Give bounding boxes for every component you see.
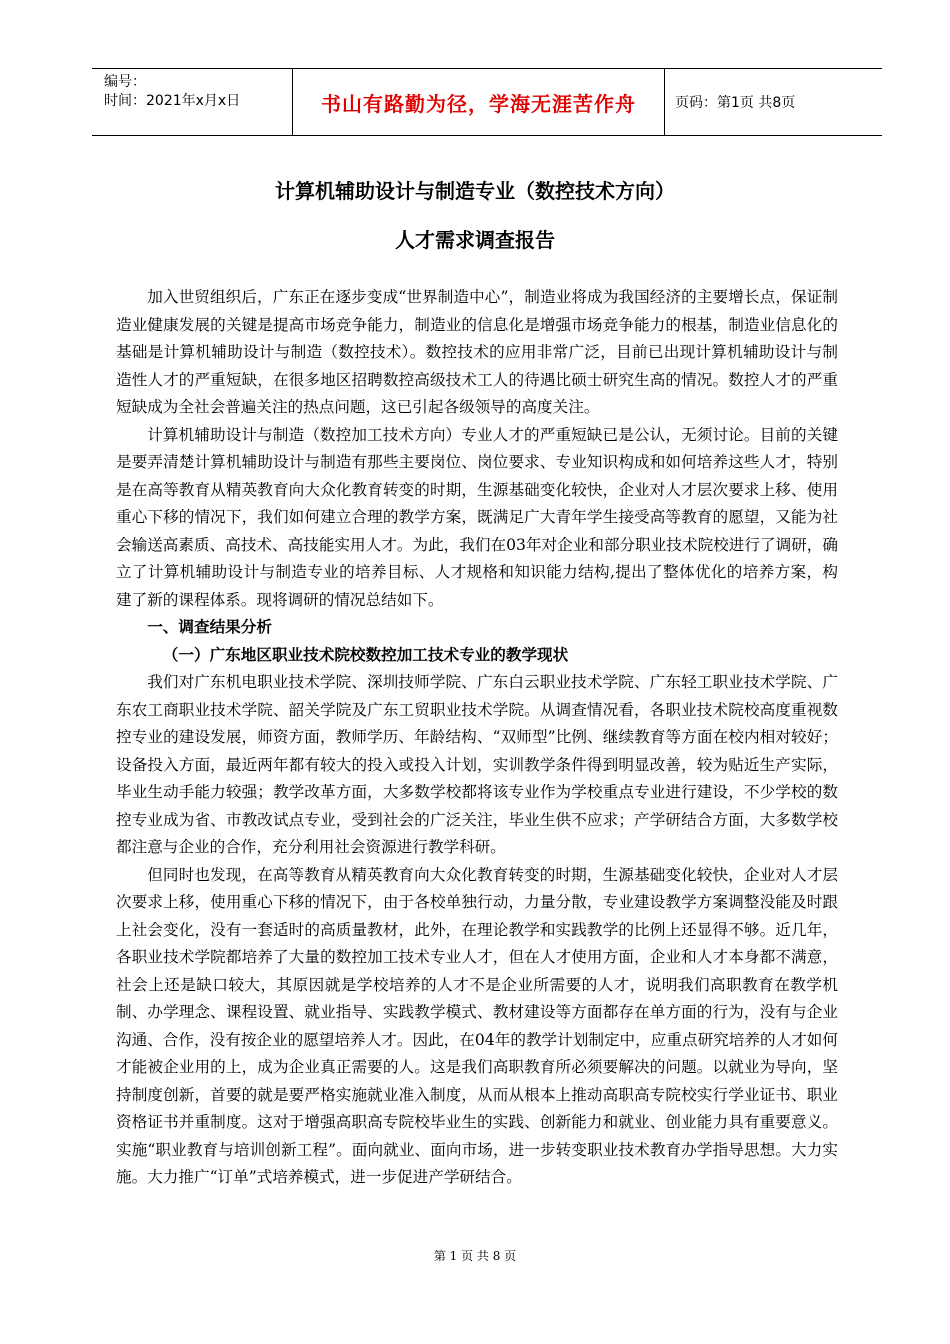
paragraph-intro: 加入世贸组织后，广东正在逐步变成“世界制造中心”，制造业将成为我国经济的主要增长点，保证制造业健康发展的关键是提高市场竞争能力，制造业的信息化是增强市场竞争能力的根基，制造业信息化的基础是计算机辅助设计与制造（数控技术）。数控技术的应用非常广泛，目前已出现计算机辅助设计与制造性人才的严重短缺，在很多地区招聘数控高级技术工人的待遇比硕士研究生高的情况。数控人才的严重短缺成为全社会普遍关注的热点问题，这已引起各级领导的高度关注。 [116,288,838,416]
header-page-info: 页码：第1页 共8页 [675,95,796,111]
header-motto: 书山有路勤为径，学海无涯苦作舟 [292,69,665,135]
header-meta [92,69,292,135]
header-table [92,68,882,136]
document-number: 编号： [104,74,146,90]
subsection-heading: （一）广东地区职业技术院校数控加工技术专业的教学现状 [162,645,569,664]
section-heading: 一、调查结果分析 [147,618,272,636]
page-footer: 第 1 页 共 8 页 [433,1249,517,1263]
document-time: 时间：2021年x月x日 [104,93,241,109]
document-subtitle: 人才需求调查报告 [395,228,555,252]
document-title: 计算机辅助设计与制造专业（数控技术方向） [275,179,675,203]
paragraph-shortage: 计算机辅助设计与制造（数控加工技术方向）专业人才的严重短缺已是公认，无须讨论。目前的关键是要弄清楚计算机辅助设计与制造有那些主要岗位、岗位要求、专业知识构成和如何培养这些人才，特别是在高等教育从精英教育向大众化教育转变的时期，生源基础变化较快，企业对人才层次要求上移、使用重心下移的情况下，我们如何建立合理的教学方案，既满足广大青年学生接受高等教育的愿望，又能为社会输送高素质、高技术、高技能实用人才。为此，我们在03年对企业和部分职业技术院校进行了调研，确立了计算机辅助设计与制造专业的培养目标、人才规格和知识能力结构,提出了整体优化的培养方案，构建了新的课程体系。现将调研的情况总结如下。 [116,425,838,609]
paragraph-survey: 我们对广东机电职业技术学院、深圳技师学院、广东白云职业技术学院、广东轻工职业技术学院、广东农工商职业技术学院、韶关学院及广东工贸职业技术学院。从调查情况看，各职业技术院校高度重视数控专业的建设发展，师资方面，教师学历、年龄结构、“双师型”比例、继续教育等方面在校内相对较好；设备投入方面，最近两年都有较大的投入或投入计划，实训教学条件得到明显改善，较为贴近生产实际，毕业生动手能力较强；教学改革方面，大多数学校都将该专业作为学校重点专业进行建设，不少学校的数控专业成为省、市教改试点专业，受到社会的广泛关注，毕业生供不应求；产学研结合方面，大多数学校都注意与企业的合作，充分利用社会资源进行教学科研。 [116,673,838,856]
paragraph-findings: 但同时也发现，在高等教育从精英教育向大众化教育转变的时期，生源基础变化较快，企业对人才层次要求上移，使用重心下移的情况下，由于各校单独行动，力量分散，专业建设教学方案调整没能及时跟上社会变化，没有一套适时的高质量教材，此外，在理论教学和实践教学的比例上还显得不够。近几年，各职业技术学院都培养了大量的数控加工技术专业人才，但在人才使用方面，企业和人才本身都不满意，社会上还是缺口较大，其原因就是学校培养的人才不是企业所需要的人才，说明我们高职教育在教学机制、办学理念、课程设置、就业指导、实践教学模式、教材建设等方面都存在单方面的行为，没有与企业沟通、合作，没有按企业的愿望培养人才。因此，在04年的教学计划制定中，应重点研究培养的人才如何才能被企业用的上，成为企业真正需要的人。这是我们高职教育所必须要解决的问题。以就业为导向，坚持制度创新，首要的就是要严格实施就业准入制度，从而从根本上推动高职高专院校实行学业证书、职业资格证书并重制度。这对于增强高职高专院校毕业生的实践、创新能力和就业、创业能力具有重要意义。实施“职业教育与培训创新工程”。面向就业、面向市场，进一步转变职业技术教育办学指导思想。大力实施。大力推广“订单”式培养模式，进一步促进产学研结合。 [116,865,838,1186]
document-body [116,284,838,1192]
